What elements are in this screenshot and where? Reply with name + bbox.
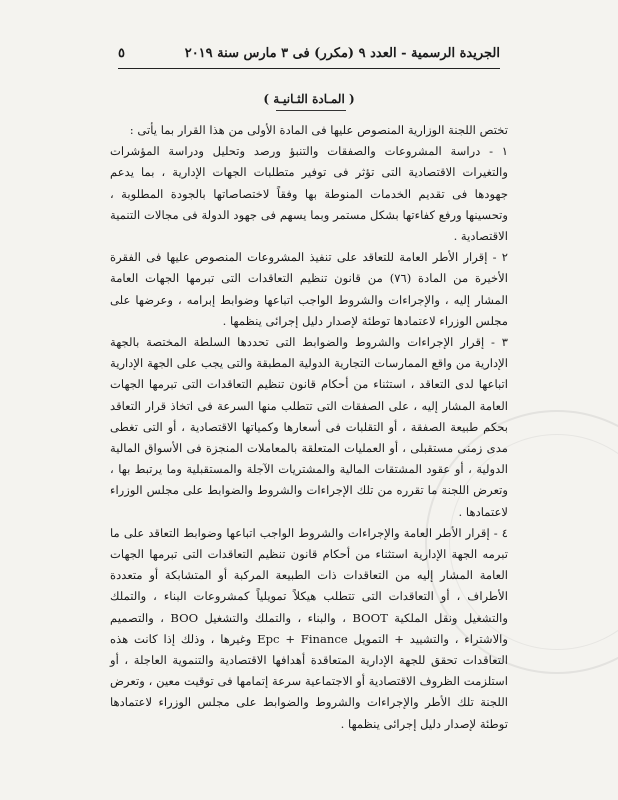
paragraph-4: ٤ - إقرار الأطر العامة والإجراءات والشروط الواجب اتباعها وضوابط التعاقد على ما تبرمه الجهة الإدارية استثناء من أحكام قانون تنظيم التعاقدات التى تبرمها الجهات العامة المشار إليه من التعاقدات ذات الطبيعة المركبة أو المتشابكة أو متعددة الأطراف ، أو التعاقدات التى تتطلب هيكلاً تمويلياً كمشروعات البناء ، والتملك والتشغيل ونقل الملكية BOOT ، والبناء ، والتملك والتشغيل BOO ، والتصميم والاشتراء ، والتشييد + التمويل Epc + Finance وغيرها ، وذلك إذا كانت هذه التعاقدات تحقق للجهة الإدارية المتعاقدة أهدافها الاقتصادية والتنموية العاجلة ، أو استلزمت الظروف الاقتصادية أو الاجتماعية سرعة إتمامها فى توقيت معين ، وتعرض اللجنة تلك الأطر والإجراءات والشروط والضوابط على مجلس الوزراء لاعتمادها توطئة لإصدار دليل إجرائى ينظمها .: [110, 525, 509, 731]
publication-title: الجريدة الرسمية - العدد ٩ (مكرر) فى ٣ مارس سنة ٢٠١٩: [184, 46, 500, 61]
title-underline: [276, 110, 346, 111]
article-intro: تختص اللجنة الوزارية المنصوص عليها فى المادة الأولى من هذا القرار بما يأتى :: [129, 123, 508, 137]
page-header: [118, 46, 500, 61]
paragraph-2: ٢ - إقرار الأطر العامة للتعاقد على تنفيذ المشروعات المنصوص عليها فى الفقرة الأخيرة من المادة (٧٦) من قانون تنظيم التعاقدات التى تبرمها الجهات العامة المشار إليه ، والإجراءات والشروط الواجب اتباعها وضوابط إبرامه ، وعرضها على مجلس الوزراء لاعتمادها توطئة لإصدار دليل إجرائى ينظمها .: [110, 250, 508, 328]
header-divider: [118, 68, 500, 69]
paragraph-3: ٣ - إقرار الإجراءات والشروط والضوابط التى تحددها السلطة المختصة بالجهة الإدارية من واقع الممارسات التجارية الدولية المطبقة والتى يجب على الجهة الإدارية اتباعها لدى التعاقد ، استثناء من أحكام قانون تنظيم التعاقدات التى تبرمها الجهات العامة المشار إليه ، على الصفقات التى تتطلب منها السرعة فى اتخاذ قرار التعاقد بحكم طبيعة الصفقة ، أو التقلبات فى أسعارها وكمياتها الاقتصادية ، أو التى تغطى مدى زمنى مستقبلى ، أو العمليات المتعلقة بالمعاملات المنجزة فى الأسواق المالية الدولية ، أو عقود المشتقات المالية والمشتريات الآجلة والمستقبلية وما يرتبط بها ، وتعرض اللجنة ما تقرره من تلك الإجراءات والشروط والضوابط على مجلس الوزراء لاعتمادها .: [110, 335, 508, 519]
article-title: ( المـادة الثـانيـة ): [263, 92, 355, 106]
article-body: [110, 120, 508, 735]
page-number: ٥: [118, 46, 125, 61]
paragraph-1: ١ - دراسة المشروعات والصفقات والتنبؤ ورصد وتحليل ودراسة المؤشرات والتغيرات الاقتصادية التى تؤثر فى توفير متطلبات الجهات الإدارية ، بما يدعم جهودها فى تقديم الخدمات المنوطة بها وفقاً لاختصاصاتها بالجودة المطلوبة ، وتحسينها ورفع كفاءتها بشكل مستمر وبما يسهم فى جهود الدولة فى مجالات التنمية الاقتصادية .: [110, 144, 508, 244]
